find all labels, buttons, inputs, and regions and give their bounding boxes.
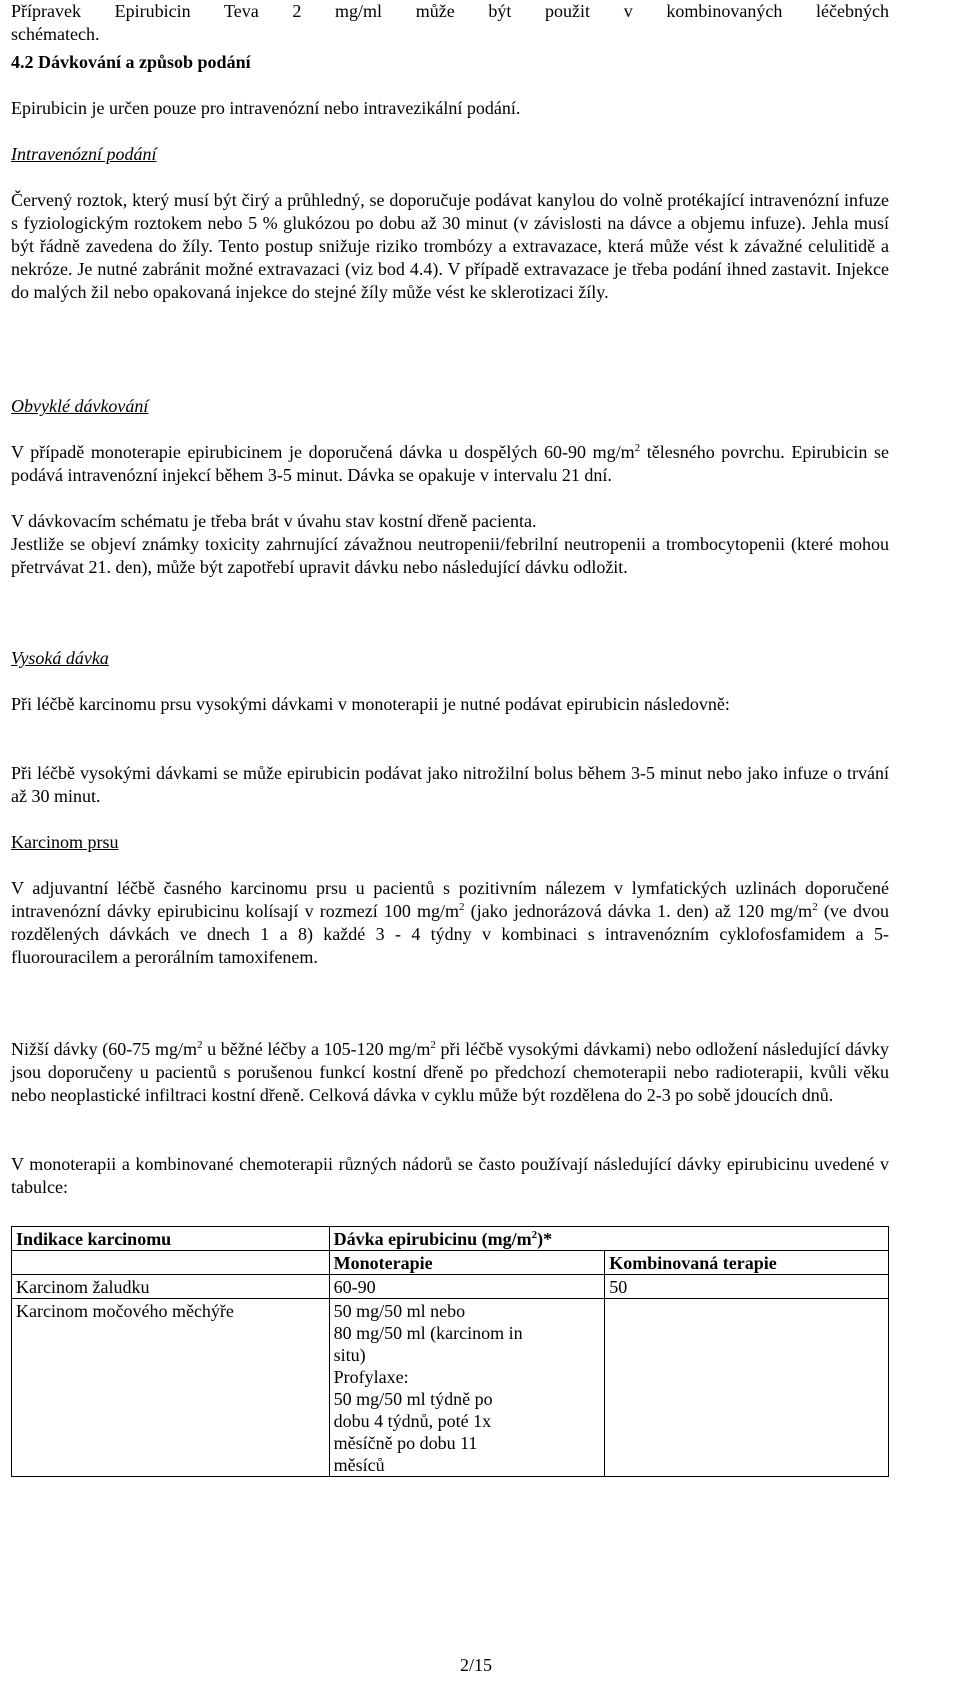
iv-text-3: Tento postup snižuje riziko trombózy a extravazace, která může vést k závažné celulitidě a nekróze. Je nutné zabránit možné extravazaci (viz bod 4.4). V případě extravazace je třeba podání ihned zastavit. Injekce do malých žil nebo opakovaná injekce do stejné žíly může vést ke sklerotizaci žíly. bbox=[11, 236, 889, 302]
usual-paragraph-2: V dávkovacím schématu je třeba brát v úvahu stav kostní dřeně pacienta. bbox=[11, 511, 537, 531]
mono-line: situ) bbox=[333, 1345, 366, 1365]
usual-sup: 2 bbox=[634, 442, 641, 454]
intro-line-2: schématech. bbox=[11, 24, 100, 44]
breast-paragraph-3: V monoterapii a kombinované chemoterapii různých nádorů se často používají následující dávky epirubicinu uvedené v tabulce: bbox=[11, 1154, 889, 1197]
breast-p2-c: při léčbě vysokými dávkami) nebo odložení následující dávky jsou doporučeny u pacientů s porušenou funkcí kostní dřeně po předchozí chemoterapii nebo radioterapii, kvůli věku nebo neoplastické infiltraci kostní dřeně. Celková dávka v cyklu může být rozdělena do 2-3 po sobě jdoucích dnů. bbox=[11, 1039, 889, 1105]
iv-paragraph bbox=[11, 189, 889, 304]
header-dose-text: Dávka epirubicinu (mg/m bbox=[333, 1229, 532, 1249]
iv-heading: Intravenózní podání bbox=[11, 144, 157, 164]
high-dose-heading: Vysoká dávka bbox=[11, 648, 109, 668]
usual-text-a: V případě monoterapie epirubicinem je doporučená dávka u dospělých 60-90 mg/m bbox=[11, 442, 635, 462]
row-mono: 60-90 bbox=[329, 1275, 605, 1299]
table-row bbox=[12, 1299, 889, 1477]
breast-p1-sup2: 2 bbox=[812, 901, 818, 913]
row-indication: Karcinom žaludku bbox=[12, 1275, 330, 1299]
breast-p1-sup1: 2 bbox=[459, 901, 465, 913]
page-number: 2/15 bbox=[460, 1655, 493, 1675]
mono-line: dobu 4 týdnů, poté 1x bbox=[333, 1411, 492, 1431]
breast-p2-sup2: 2 bbox=[430, 1039, 436, 1051]
header-combo: Kombinovaná terapie bbox=[605, 1251, 889, 1275]
dose-table bbox=[11, 1226, 889, 1477]
mono-line: 50 mg/50 ml nebo bbox=[333, 1301, 466, 1321]
usual-paragraph-1 bbox=[11, 441, 889, 487]
header-mono: Monoterapie bbox=[329, 1251, 605, 1275]
mono-line: měsíců bbox=[333, 1455, 385, 1475]
table-header-row bbox=[12, 1227, 889, 1251]
admin-note: Epirubicin je určen pouze pro intravenózní nebo intravezikální podání. bbox=[11, 98, 521, 118]
usual-text-b: tělesného povrchu. Epirubicin se podává intravenózní injekcí během 3-5 minut. Dávka se opakuje v intervalu 21 dní. bbox=[11, 442, 889, 485]
iv-text-1: Červený roztok, který musí být čirý a průhledný, se doporučuje podávat kanylou do volně protékající intravenózní infuze s fyziologickým roztokem nebo 5 % glukózou po dobu až 30 minut (v závislosti na dávce a objemu infuze). bbox=[11, 190, 889, 233]
table-subheader-row bbox=[12, 1251, 889, 1275]
row-indication: Karcinom močového měchýře bbox=[12, 1299, 330, 1477]
section-heading: 4.2 Dávkování a způsob podání bbox=[11, 52, 251, 72]
row-mono-multiline bbox=[329, 1299, 605, 1477]
breast-p1-a: V adjuvantní léčbě časného karcinomu prsu u pacientů s pozitivním nálezem v lymfatických uzlinách doporučené intravenózní dávky epirubicinu kolísají v rozmezí 100 mg/m bbox=[11, 878, 889, 921]
subheader-empty bbox=[12, 1251, 330, 1275]
high-dose-paragraph-2: Při léčbě vysokými dávkami se může epirubicin podávat jako nitrožilní bolus během 3-5 minut nebo jako infuze o trvání až 30 minut. bbox=[11, 763, 889, 806]
usual-paragraph-3: Jestliže se objeví známky toxicity zahrnující závažnou neutropenii/febrilní neutropenii a trombocytopenii (které mohou přetrvávat 21. den), může být zapotřebí upravit dávku nebo následující dávku odložit. bbox=[11, 534, 889, 577]
header-dose-sup: 2 bbox=[531, 1229, 538, 1241]
intro-line-1: Přípravek Epirubicin Teva 2 mg/ml může být použit v kombinovaných léčebných bbox=[11, 1, 889, 21]
breast-paragraph-1 bbox=[11, 877, 889, 969]
row-combo bbox=[605, 1299, 889, 1477]
intro-paragraph bbox=[11, 0, 889, 46]
header-dose bbox=[329, 1227, 888, 1251]
breast-p1-c: (ve dvou rozdělených dávkách ve dnech 1 a 8) každé 3 - 4 týdny v kombinaci s intravenózním cyklofosfamidem a 5-fluorouracilem a perorálním tamoxifenem. bbox=[11, 901, 889, 967]
breast-paragraph-2 bbox=[11, 1038, 889, 1107]
breast-heading: Karcinom prsu bbox=[11, 832, 119, 852]
header-dose-suffix: )* bbox=[537, 1229, 553, 1249]
mono-line: 50 mg/50 ml týdně po bbox=[333, 1389, 493, 1409]
breast-p2-b: u běžné léčby a 105-120 mg/m bbox=[202, 1039, 431, 1059]
breast-p2-a: Nižší dávky (60-75 mg/m bbox=[11, 1039, 197, 1059]
header-indication: Indikace karcinomu bbox=[12, 1227, 330, 1251]
mono-line: Profylaxe: bbox=[333, 1367, 409, 1387]
mono-line: měsíčně po dobu 11 bbox=[333, 1433, 478, 1453]
usual-heading: Obvyklé dávkování bbox=[11, 396, 149, 416]
row-combo: 50 bbox=[605, 1275, 889, 1299]
table-row bbox=[12, 1275, 889, 1299]
iv-text-2: Jehla musí být řádně zavedena do žíly. bbox=[11, 213, 889, 256]
breast-p1-b: (jako jednorázová dávka 1. den) až 120 mg/m bbox=[464, 901, 813, 921]
breast-p2-sup1: 2 bbox=[196, 1039, 203, 1051]
high-dose-paragraph-1: Při léčbě karcinomu prsu vysokými dávkami v monoterapii je nutné podávat epirubicin následovně: bbox=[11, 694, 730, 714]
mono-line: 80 mg/50 ml (karcinom in bbox=[333, 1323, 523, 1343]
